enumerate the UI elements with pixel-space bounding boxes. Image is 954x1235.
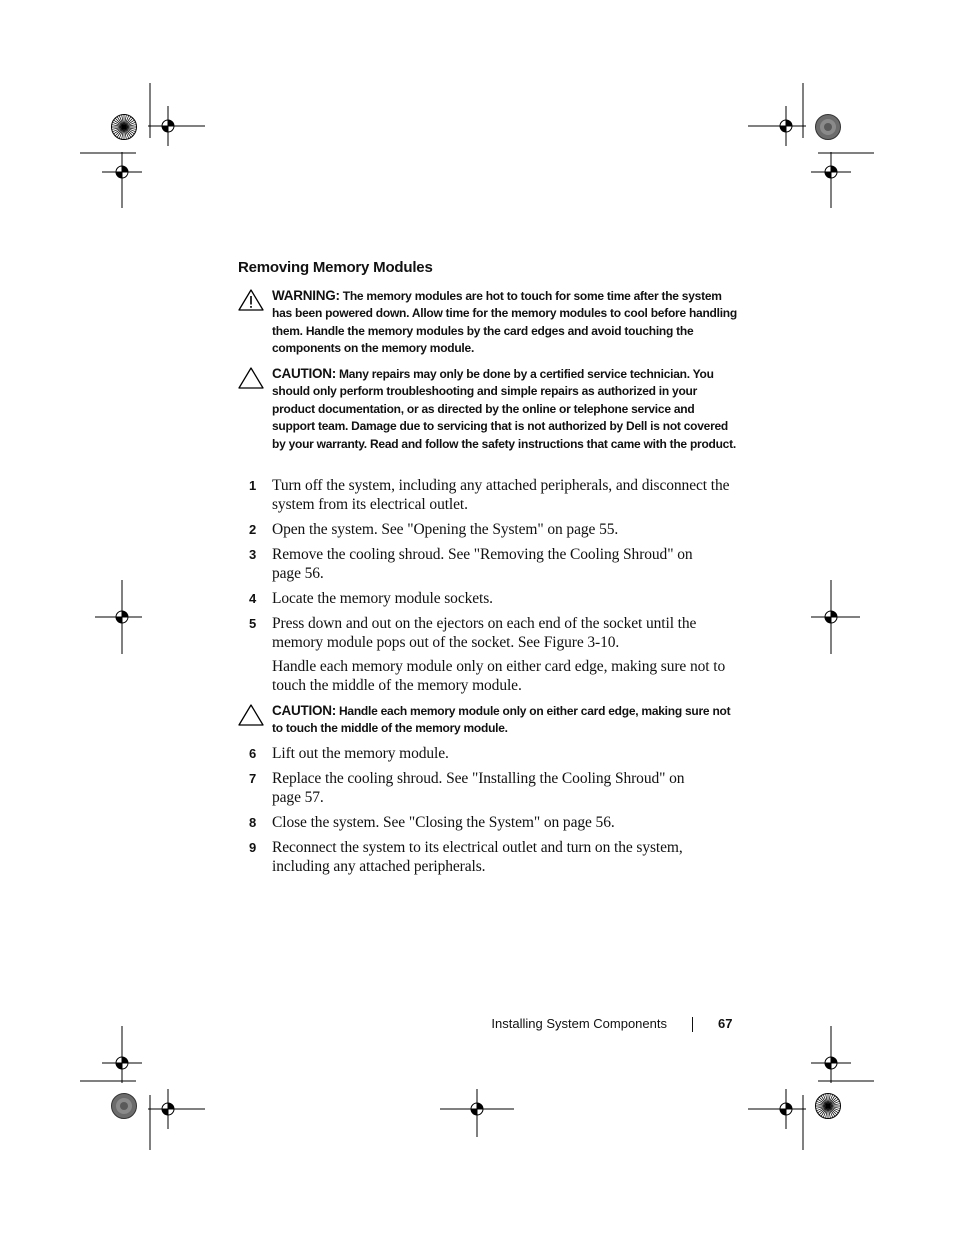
step-item <box>249 769 739 807</box>
caution-text: Many repairs may only be done by a certified service technician. You should only perform troubleshooting and simple repairs as authorized in your product documentation, or as directed by the online or telephone service and support team. Damage due to servicing that is not authorized by Dell is not covered by your warranty. Read and follow the safety instructions that came with the product. <box>272 367 736 451</box>
step-item <box>249 838 739 876</box>
caution-notice <box>238 702 738 738</box>
warning-notice <box>238 287 738 358</box>
step-text: Locate the memory module sockets. <box>272 590 493 607</box>
step-item <box>249 545 739 583</box>
step-text: Press down and out on the ejectors on each end of the socket until the memory module pops out of the socket. See Figure 3-10. <box>272 615 697 651</box>
step-text: Replace the cooling shroud. See "Installing the Cooling Shroud" on page 57. <box>272 770 685 806</box>
step-item <box>249 520 739 539</box>
step-text: Turn off the system, including any attached peripherals, and disconnect the system from its electrical outlet. <box>272 477 730 513</box>
step-text: Close the system. See "Closing the System" on page 56. <box>272 814 615 831</box>
step-item <box>249 589 739 608</box>
warning-label: WARNING: <box>272 288 340 303</box>
step-item <box>249 614 739 652</box>
step-number: 6 <box>249 746 257 761</box>
section-heading: Removing Memory Modules <box>238 259 433 276</box>
footer-divider <box>692 1017 693 1032</box>
step-note: Handle each memory module only on either card edge, making sure not to touch the middle of the memory module. <box>272 658 726 694</box>
step-item <box>249 744 739 763</box>
page-number: 67 <box>718 1016 733 1031</box>
caution-text: Handle each memory module only on either card edge, making sure not to touch the middle of the memory module. <box>272 704 731 736</box>
caution-label: CAUTION: <box>272 366 336 381</box>
step-text: Remove the cooling shroud. See "Removing the Cooling Shroud" on page 56. <box>272 546 693 582</box>
caution-notice <box>238 365 738 453</box>
step-number: 3 <box>249 547 257 562</box>
step-number: 9 <box>249 840 257 855</box>
step-item <box>249 813 739 832</box>
step-number: 1 <box>249 478 257 493</box>
step-number: 5 <box>249 616 257 631</box>
caution-triangle-icon <box>238 367 264 389</box>
footer-section-title: Installing System Components <box>491 1016 667 1031</box>
step-number: 2 <box>249 522 257 537</box>
caution-label: CAUTION: <box>272 703 336 718</box>
step-text: Lift out the memory module. <box>272 745 449 762</box>
warning-triangle-icon <box>238 289 264 311</box>
step-number: 7 <box>249 771 257 786</box>
step-item <box>249 476 739 514</box>
step-text: Open the system. See "Opening the System" on page 55. <box>272 521 619 538</box>
warning-text: The memory modules are hot to touch for some time after the system has been powered down. Allow time for the memory modules to cool before handling them. Handle the memory modules by the card edges and avoid touching the components on the memory module. <box>272 289 737 356</box>
step-number: 8 <box>249 815 257 830</box>
step-text: Reconnect the system to its electrical outlet and turn on the system, including any attached peripherals. <box>272 839 683 875</box>
caution-triangle-icon <box>238 704 264 726</box>
step-number: 4 <box>249 591 257 606</box>
